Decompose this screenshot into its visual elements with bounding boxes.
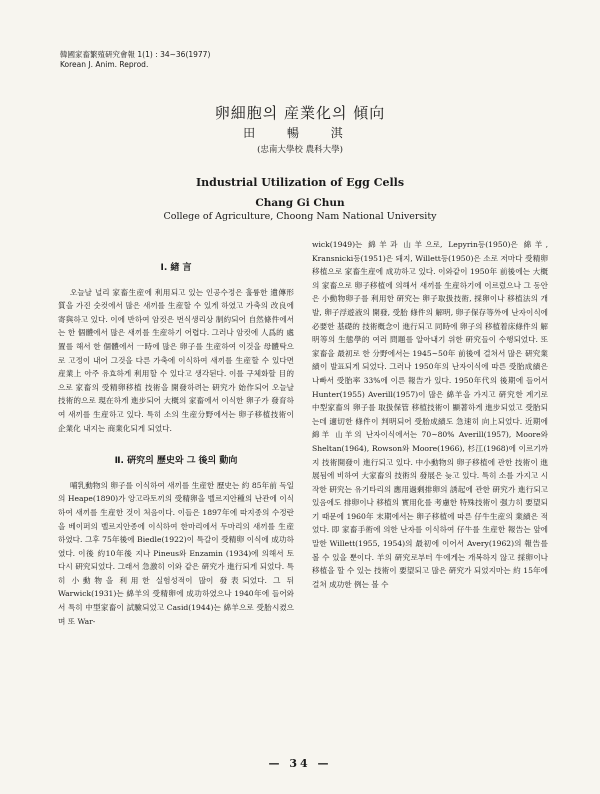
introduction-paragraph: 오늘날 널리 家畜生産에 利用되고 있는 인공수정은 훌륭한 遺傳形質을 가진 숫컷에서 많은 새끼를 生産할 수 있게 하였고 가축의 改良에 寄與하고 있다. 이에 반하여 암컷은 번식생리상 制約되어 自然條件에서는 한 個體에서 많은 새끼를 生産하기 어렵다. 그러나 암컷에 人爲的 處置를 해서 한 個體에서 一時에 많은 卵子를 生産하여 이것을 母體탁으로 고정이 내어 그것을 다른 가축에 이식하여 새끼를 生産할 수 있다면 産業上 아주 유효하게 利用할 수 있다고 생각된다. 이를 구체화할 目的으로 家畜의 受精卵移植 技術을 開發하려는 硏究가 始作되어 오늘날 技術的으로 現在하게 進步되어 大概의 家畜에서 이식한 卵子가 發育하여 새끼를 生産하고 있다. 특히 소의 生産分野에서는 卵子移植技術이 企業化 내지는 商業化되게 되었다.	[58, 287, 294, 433]
left-column	[58, 238, 294, 628]
section-heading-history: Ⅱ. 硏究의 歷史와 그 後의 動向	[114, 456, 238, 467]
page-number: — 34 —	[268, 757, 332, 770]
section-heading-introduction: Ⅰ. 緖 言	[160, 263, 192, 273]
journal-citation: 韓國家畜繁殖硏究會報 1(1) : 34~36(1977)	[60, 50, 211, 59]
title-korean: 卵細胞의 産業化의 傾向	[214, 104, 386, 122]
right-column	[312, 238, 548, 591]
history-paragraph: 哺乳動物의 卵子를 이식하여 새끼를 生産한 歷史는 約 85年前 독일의 Heape(1890)가 앙고라토끼의 受精卵을 벨르지안種의 난관에 이식하여 새끼를 生産한 것이 처음이다. 이들은 1897年에 따지종의 수정란을 베이퍼의 벨르지안종에 이식하여 한마리에서 두마리의 새끼를 生産하였다. 그후 75年後에 Biedle(1922)이 특갈이 受精卵 이식에 成功하였다. 이後 約10年後 지나 Pineus와 Enzamin (1934)에 의해서 토 다시 硏究되었다. 그래서 急激히 이와 같은 硏究가 進行되게 되었다. 특히 小動物을 利用한 실험성적이 많이 發表되었다. 그 뒤 Warwick(1931)는 綿羊의 受精卵에 成功하였으나 1940年에 들어와서 특히 中型家畜이 試驗되었고 Casid(1944)는 綿羊으로 受胎시켰으며 또 War-	[58, 480, 294, 626]
journal-name-en: Korean J. Anim. Reprod.	[60, 60, 149, 69]
affiliation-english: College of Agriculture, Choong Nam National University	[163, 211, 437, 222]
affiliation-korean: (忠南大學校 農科大學)	[257, 145, 343, 155]
author-korean: 田 暢 淇	[243, 126, 357, 140]
journal-header	[60, 50, 210, 70]
title-english: Industrial Utilization of Egg Cells	[195, 176, 405, 189]
history-paragraph-continued: wick(1949)는 綿羊과 山羊으로, Lepyrin등(1950)은 綿羊, Kransnicki등(1951)은 돼지, Willett등(1950)은 소로 저마다 受精卵移植으로 家畜生産에 成功하고 있다. 이와같이 1950年 前後에는 大概의 家畜으로 卵子移植에 의해서 새끼를 生産하기에 이르렀으나 그 동안은 小動物卵子를 利用한 硏究는 卵子取扱技術, 採卵이나 移植法의 개발, 卵子浮遊液의 開發, 受胎 條件의 解明, 卵子保存等外에 난자이식에 必要한 基礎的 技術槪念이 進行되고 同時에 卵子의 移植着床條件의 解明等의 生態學的 여러 問題를 알아내기 위한 硏究들이 수행되었다. 또 家畜을 最初로 한 分野에서는 1945~50年 前後에 걸쳐서 많은 硏究業績이 발표되게 되었다. 그러나 1950年의 난자이식에 따른 受胎成績은 나빠서 受胎率 33%에 이른 報告가 있다. 1950年代의 後期에 들어서 Hunter(1955) Averill(1957)이 많은 綿羊을 가지고 硏究한 계기로 中型家畜의 卵子를 取扱保管 移植技術이 顯著하게 進步되었고 受胎되는데 適切한 條件이 判明되어 受胎成績도 急速히 向上되었다. 近期에 綿羊 山羊의 난자이식에서는 70~80% Averill(1957), Moore와 Sheltan(1964), Rowson와 Moore(1966), 杉江(1968)에 이르기까지 技術開發이 進行되고 있다. 中小動物의 卵子移植에 관한 技術이 進展됨에 비하여 大家畜의 技術의 發展은 늦고 있다. 특히 소를 가지고 시작한 硏究는 유기타리의 應用過剩排卵의 誘起에 관한 硏究가 進行되고 있음에도 排卵이나 移植의 實用化를 考慮한 特殊技術이 强力히 要望되기 때문에 1960年 末期에서는 卵子移植에 따른 仔牛生産의 業績은 적었다. 即 家畜手術에 의한 난자를 이식하여 仔牛를 生産한 報告는 앞에 말한 Willett(1955, 1954)의 最初에 이어서 Avery(1962)의 報告를 볼 수 있을 뿐이다. 羊의 硏究로부터 牛에게는 개복하지 않고 採卵이나 移植을 할 수 있는 技術이 要望되고 많은 硏究가 되었지마는 約 15年에 걸쳐 成功한 例는 볼 수	[312, 240, 548, 589]
author-english: Chang Gi Chun	[255, 197, 345, 209]
